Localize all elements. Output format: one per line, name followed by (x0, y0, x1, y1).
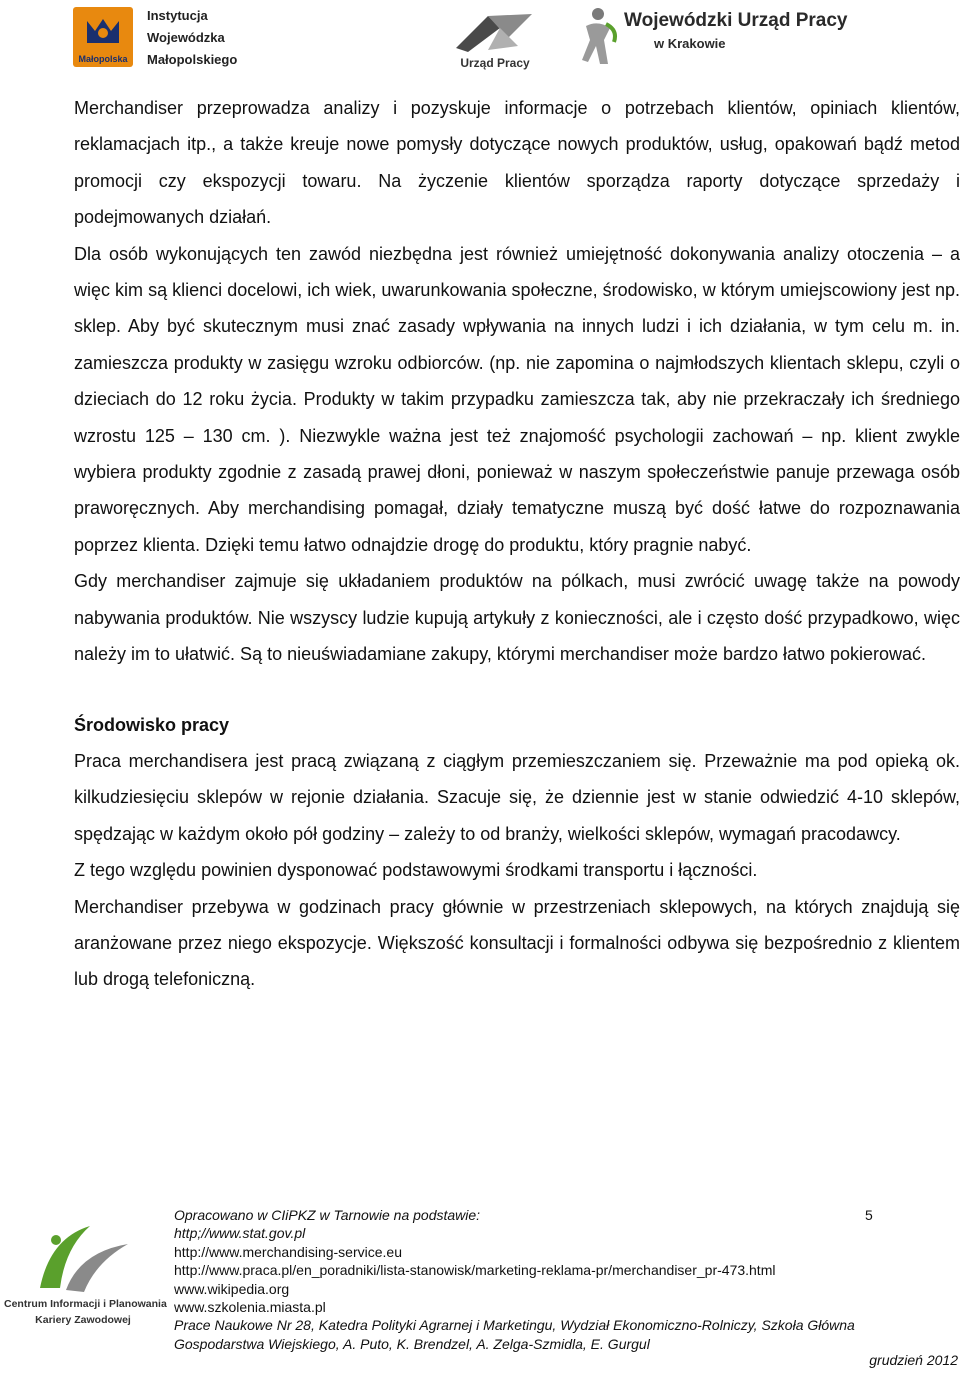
paragraph-4: Praca merchandisera jest pracą związaną z ciągłym przemieszczaniem się. Przeważnie ma pod opieką ok. kilkudziesięciu sklepów w rejonie działania. Szacuje się, że dziennie jest w stanie odwiedzić 4-10 sklepów, spędzając w każdym około pół godziny – zależy to od branży, wielkości sklepów, wymagań pracodawcy. (74, 750, 960, 844)
source-link[interactable]: www.szkolenia.miasta.pl (174, 1299, 326, 1316)
ciipkz-logo-line-1: Centrum Informacji i Planowania (4, 1298, 167, 1310)
malopolska-line-3: Małopolskiego (147, 52, 238, 67)
paragraph-5: Z tego względu powinien dysponować podstawowymi środkami transportu i łączności. (74, 860, 758, 881)
malopolska-badge-text: Małopolska (78, 54, 128, 64)
malopolska-logo-text (147, 5, 237, 71)
malopolska-logo (73, 5, 243, 71)
malopolska-emblem-icon (73, 7, 133, 67)
document-date: grudzień 2012 (869, 1352, 958, 1368)
wup-figure-icon (578, 6, 620, 66)
paragraph-6: Merchandiser przebywa w godzinach pracy głównie w przestrzeniach sklepowych, na których znajdują się aranżowane przez niego ekspozycje. Większość konsultacji i formalności odbywa się bezpośrednio z klientem lub drogą telefoniczną. (74, 896, 960, 990)
wup-logo (578, 6, 878, 72)
ciipkz-logo-line-2: Kariery Zawodowej (35, 1314, 131, 1326)
sources-title: Opracowano w CIiPKZ w Tarnowie na podstawie: (174, 1207, 481, 1223)
source-link[interactable]: http;//www.stat.gov.pl (174, 1225, 306, 1242)
urzad-pracy-caption: Urząd Pracy (460, 56, 530, 70)
ciipkz-logo (4, 1218, 167, 1334)
sources-block (174, 1206, 954, 1353)
urzad-pracy-emblem-icon (448, 8, 538, 54)
wup-subtitle: w Krakowie (654, 36, 726, 51)
paragraph-2: Dla osób wykonujących ten zawód niezbędna jest również umiejętność dokonywania analizy otoczenia – a więc kim są klienci docelowi, ich wiek, uwarunkowania społeczne, środowisko, w którym umiejscowiony jest np. sklep. Aby być skutecznym musi znać zasady wpływania na innych ludzi i ich działania, w tym celu m. in. zamieszcza produkty w zasięgu wzroku odbiorców. (np. nie zapomina o najmłodszych klientach sklepu, czyli o dzieciach do 12 roku życia. Produkty w takim przypadku zamieszcza tak, aby nie przekraczały ich średniego wzrostu 125 – 130 cm. ). Niezwykle ważna jest też znajomość psychologii zachowań – np. klient zwykle wybiera produkty zgodnie z zasadą prawej dłoni, ponieważ w naszym społeczeństwie panuje przewaga osób praworęcznych. Aby merchandising pomagał, działy tematyczne muszą być dość łatwe do rozpoznawania poprzez klienta. Dzięki temu łatwo odnajdzie drogę do produktu, który pragnie nabyć. (74, 243, 960, 555)
page-number: 5 (865, 1207, 873, 1223)
source-link[interactable]: www.wikipedia.org (174, 1280, 290, 1297)
source-link[interactable]: http://www.merchandising-service.eu (174, 1243, 402, 1260)
paragraph-1: Merchandiser przeprowadza analizy i pozyskuje informacje o potrzebach klientów, opiniach klientów, reklamacjach itp., a także kreuje nowe pomysły dotyczące nowych produktów, usług, opakowań bądź metod promocji czy ekspozycji towaru. Na życzenie klientów sporządza raporty dotyczące sprzedaży i podejmowanych działań. (74, 98, 960, 228)
section-heading: Środowisko pracy (74, 714, 230, 735)
malopolska-line-1: Instytucja (147, 8, 208, 23)
wup-title: Wojewódzki Urząd Pracy (624, 10, 848, 31)
urzad-pracy-logo (440, 8, 550, 72)
malopolska-line-2: Wojewódzka (147, 30, 225, 45)
source-paper-line-2: Gospodarstwa Wiejskiego, A. Puto, K. Brendzel, A. Zelga-Szmidla, E. Gurgul (174, 1335, 650, 1352)
source-link[interactable]: http://www.praca.pl/en_poradniki/lista-stanowisk/marketing-reklama-pr/merchandiser_pr-473.html (174, 1262, 776, 1279)
paragraph-3: Gdy merchandiser zajmuje się układaniem produktów na pólkach, musi zwrócić uwagę także na powody nabywania produktów. Nie wszyscy ludzie kupują artykuły z konieczności, ale i często dość przypadkowo, więc należy im to ułatwić. Są to nieuświadamiane zakupy, którymi merchandiser może bardzo łatwo pokierować. (74, 571, 960, 665)
document-body (74, 90, 960, 998)
source-paper-line-1: Prace Naukowe Nr 28, Katedra Polityki Agrarnej i Marketingu, Wydział Ekonomiczno-Rolniczy, Szkoła Główna (174, 1317, 855, 1334)
ciipkz-swoosh-icon (20, 1218, 140, 1298)
